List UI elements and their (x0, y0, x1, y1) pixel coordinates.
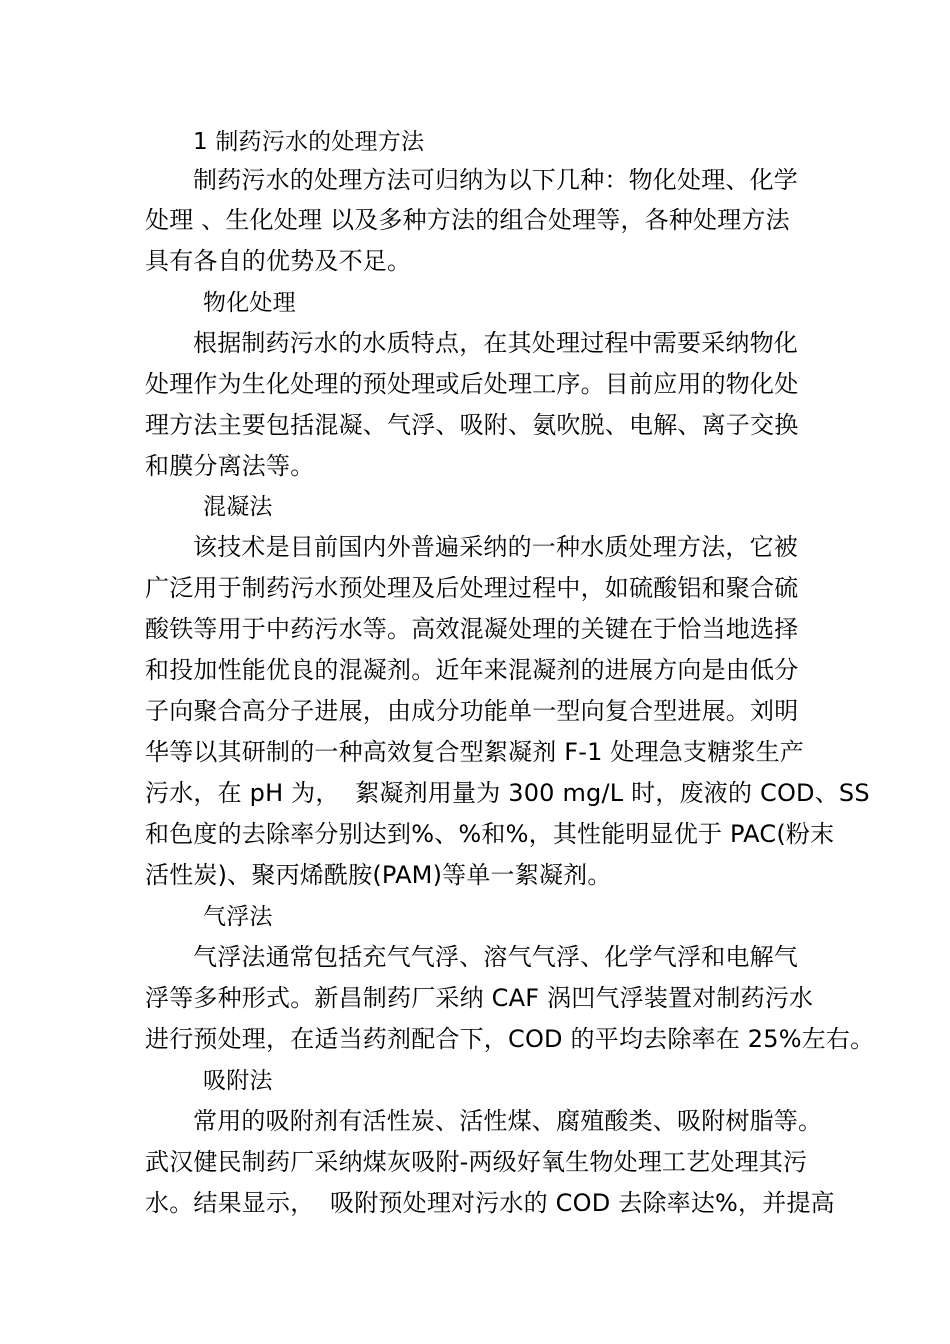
paragraph-line: 具有各自的优势及不足。 (145, 247, 412, 275)
subsection-heading: 混凝法 (203, 494, 273, 520)
paragraph-line: 进行预处理，在适当药剂配合下，COD 的平均去除率在 25%左右。 (145, 1025, 875, 1053)
paragraph-line: 气浮法通常包括充气气浮、溶气气浮、化学气浮和电解气 (193, 943, 798, 971)
subsection-heading: 物化处理 (203, 290, 296, 316)
subsection-heading: 气浮法 (203, 904, 273, 930)
paragraph-line: 酸铁等用于中药污水等。高效混凝处理的关键在于恰当地选择 (145, 615, 799, 643)
paragraph-line: 活性炭)、聚丙烯酰胺(PAM)等单一絮凝剂。 (145, 861, 612, 889)
paragraph-line: 处理作为生化处理的预处理或后处理工序。目前应用的物化处 (145, 370, 799, 398)
subsection-heading: 吸附法 (203, 1068, 273, 1094)
paragraph-line: 制药污水的处理方法可归纳为以下几种：物化处理、化学 (193, 166, 798, 194)
paragraph-line: 水。结果显示， 吸附预处理对污水的 COD 去除率达%，并提高 (145, 1189, 835, 1217)
paragraph-line: 浮等多种形式。新昌制药厂采纳 CAF 涡凹气浮装置对制药污水 (145, 984, 814, 1012)
paragraph-line: 华等以其研制的一种高效复合型絮凝剂 F-1 处理急支糖浆生产 (145, 738, 804, 766)
section-title: 1 制药污水的处理方法 (193, 129, 425, 155)
paragraph-line: 污水，在 pH 为， 絮凝剂用量为 300 mg/L 时，废液的 COD、SS (145, 779, 870, 807)
paragraph-line: 子向聚合高分子进展，由成分功能单一型向复合型进展。刘明 (145, 697, 799, 725)
paragraph-line: 处理 、生化处理 以及多种方法的组合处理等，各种处理方法 (145, 206, 790, 234)
paragraph-line: 和投加性能优良的混凝剂。近年来混凝剂的进展方向是由低分 (145, 656, 799, 684)
paragraph-line: 和膜分离法等。 (145, 452, 315, 480)
paragraph-line: 常用的吸附剂有活性炭、活性煤、腐殖酸类、吸附树脂等。 (193, 1107, 823, 1135)
paragraph-line: 和色度的去除率分别达到%、%和%，其性能明显优于 PAC(粉末 (145, 820, 835, 848)
paragraph-line: 广泛用于制药污水预处理及后处理过程中，如硫酸铝和聚合硫 (145, 574, 799, 602)
paragraph-line: 理方法主要包括混凝、气浮、吸附、氨吹脱、电解、离子交换 (145, 411, 799, 439)
paragraph-line: 根据制药污水的水质特点，在其处理过程中需要采纳物化 (193, 329, 798, 357)
paragraph-line: 该技术是目前国内外普遍采纳的一种水质处理方法，它被 (193, 533, 798, 561)
paragraph-line: 武汉健民制药厂采纳煤灰吸附-两级好氧生物处理工艺处理其污 (145, 1148, 808, 1176)
